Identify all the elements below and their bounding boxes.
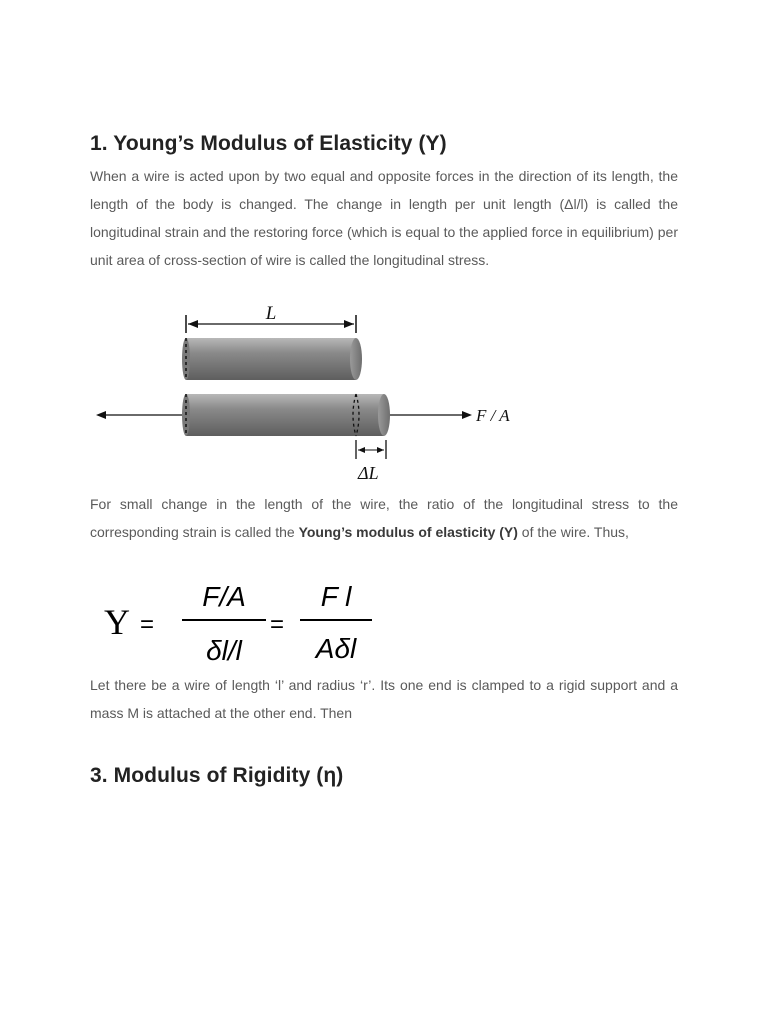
left-force-arrow [96,411,184,419]
extension-dimension [356,440,386,459]
force-per-area-label: F / A [476,406,510,425]
paragraph-youngs-modulus-definition [90,490,678,546]
extension-label: ΔL [358,463,379,483]
formula-lhs: Y [104,602,130,642]
right-force-arrow [390,411,472,419]
formula-fraction2-numerator: F l [320,581,352,612]
paragraph-wire-setup: Let there be a wire of length ‘l’ and radius ‘r’. Its one end is clamped to a rigid support and a mass M is attached at the other end. Then [90,677,678,721]
stretched-rod [182,394,390,436]
section-heading-youngs-modulus: 1. Young’s Modulus of Elasticity (Y) [90,132,447,155]
formula-equals-2: = [270,611,285,638]
paragraph-text-start: For small change in the length of the wire, the ratio of the longitudinal stress to the corresponding strain is called the [90,496,678,540]
formula-fraction2-denominator: Aδl [315,633,357,664]
wire-stretch-figure [90,303,540,488]
paragraph-strain-definition: When a wire is acted upon by two equal and opposite forces in the direction of its length, the length of the body is changed. The change in length per unit length (Δl/l) is called the longitudinal strain and the restoring force (which is equal to the applied force in equilibrium) per unit area of cross-section of wire is called the longitudinal stress. [90,168,678,268]
formula-fraction1-numerator: F/A [202,581,246,612]
formula-equals-1: = [140,611,155,638]
unstretched-rod [182,338,362,380]
paragraph-text-end: of the wire. Thus, [517,524,629,540]
section-heading-modulus-of-rigidity: 3. Modulus of Rigidity (η) [90,764,344,787]
length-label: L [265,303,277,324]
formula-fraction1-denominator: δl/l [206,635,242,666]
youngs-modulus-formula [90,572,410,672]
youngs-modulus-term: Young’s modulus of elasticity (Y) [298,524,518,540]
